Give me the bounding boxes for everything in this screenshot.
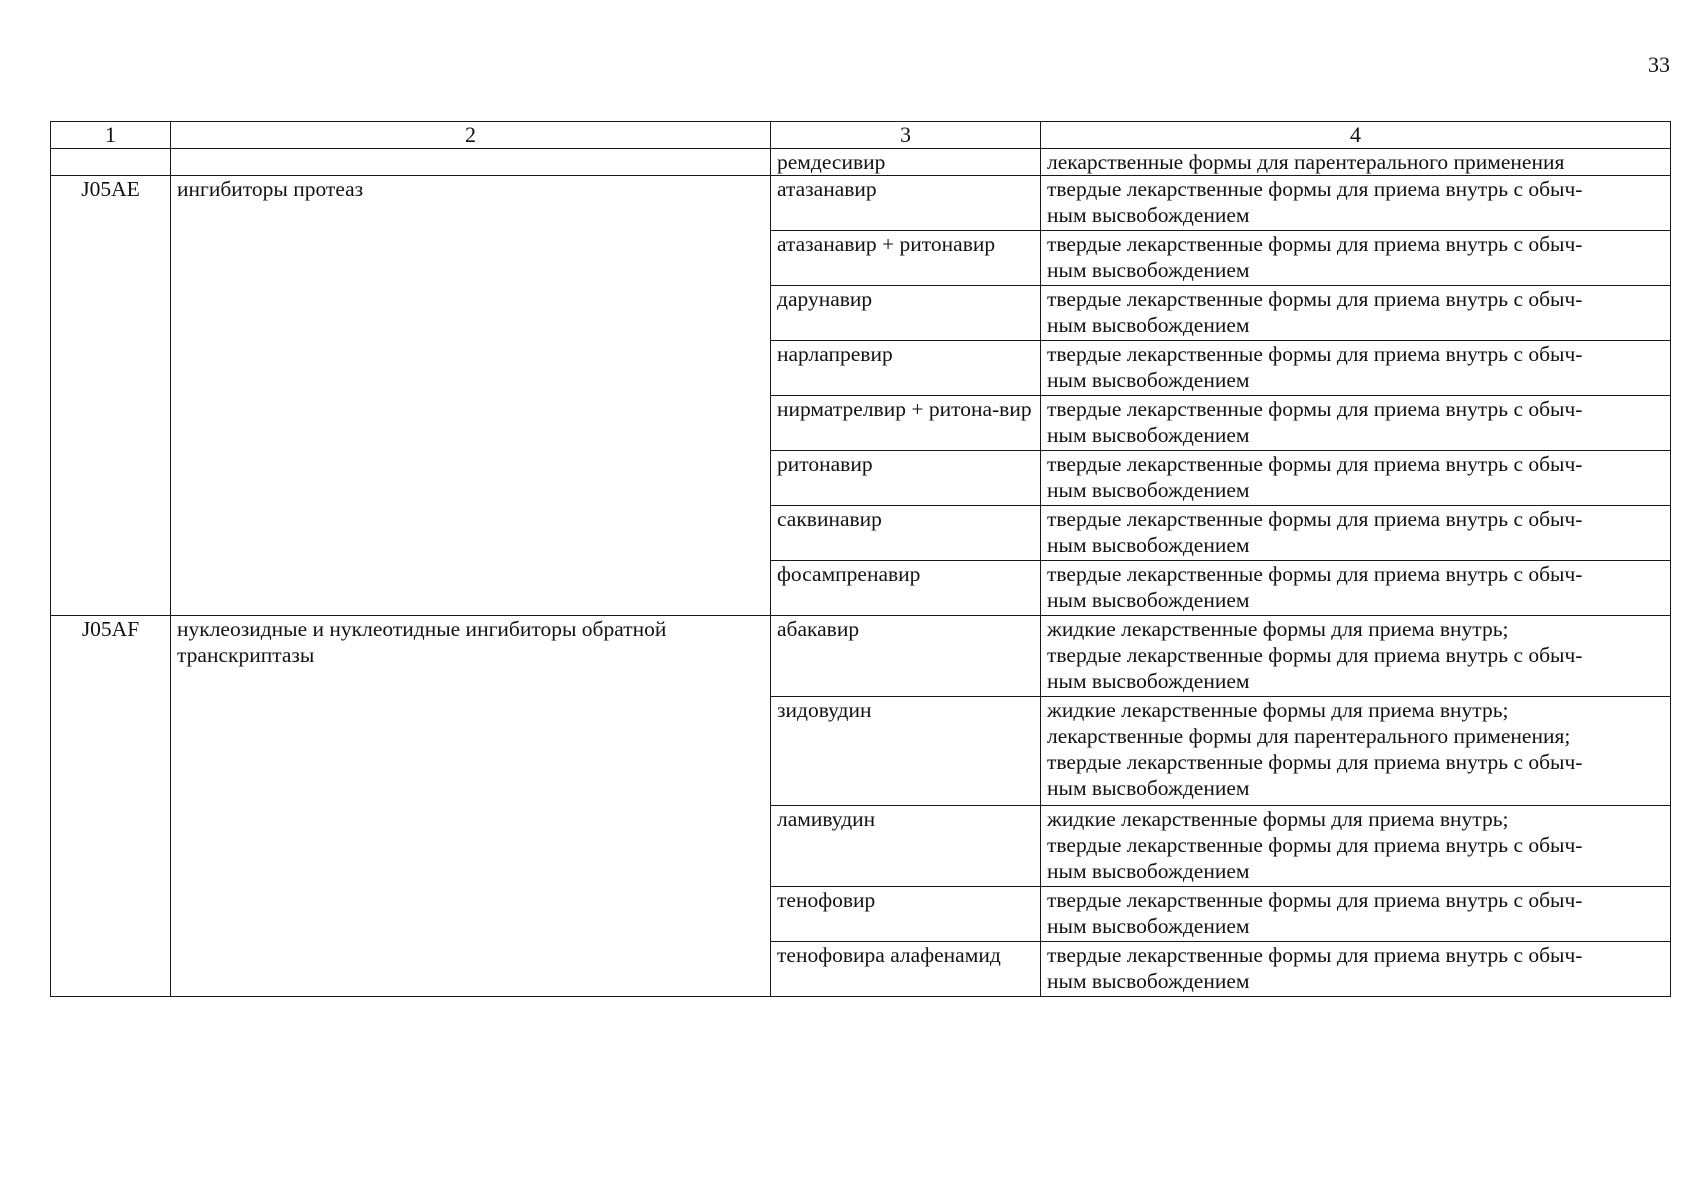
dosage-form-line: жидкие лекарственные формы для приема внутрь; xyxy=(1047,698,1509,722)
dosage-form-line: ным высвобождением xyxy=(1047,969,1250,993)
dosage-form-line: ным высвобождением xyxy=(1047,313,1250,337)
dosage-form-line: ным высвобождением xyxy=(1047,203,1250,227)
table-header-row xyxy=(51,122,1671,149)
drug-name-cell: зидовудин xyxy=(771,697,1041,806)
dosage-form-line: ным высвобождением xyxy=(1047,914,1250,938)
dosage-form-line: твердые лекарственные формы для приема внутрь с обыч- xyxy=(1047,562,1583,586)
dosage-forms-cell xyxy=(1041,942,1671,997)
dosage-forms-cell xyxy=(1041,231,1671,286)
group-title-cell: нуклеозидные и нуклеотидные ингибиторы обратной транскриптазы xyxy=(171,616,771,997)
dosage-form-line: лекарственные формы для парентерального применения; xyxy=(1047,724,1571,748)
dosage-forms-cell xyxy=(1041,176,1671,231)
dosage-forms-cell xyxy=(1041,616,1671,697)
dosage-form-line: ным высвобождением xyxy=(1047,533,1250,557)
column-header-4: 4 xyxy=(1041,122,1671,149)
dosage-forms-cell xyxy=(1041,697,1671,806)
dosage-form-line: твердые лекарственные формы для приема внутрь с обыч- xyxy=(1047,833,1583,857)
dosage-forms-cell xyxy=(1041,396,1671,451)
dosage-form-line: твердые лекарственные формы для приема внутрь с обыч- xyxy=(1047,177,1583,201)
drug-name-cell: ремдесивир xyxy=(771,149,1041,176)
dosage-form-line: лекарственные формы для парентерального применения xyxy=(1047,150,1565,174)
drug-name-cell: ритонавир xyxy=(771,451,1041,506)
drug-name-cell: саквинавир xyxy=(771,506,1041,561)
drug-name-cell: тенофовира алафенамид xyxy=(771,942,1041,997)
drug-name-cell: нирматрелвир + ритона-вир xyxy=(771,396,1041,451)
drug-name-cell: фосампренавир xyxy=(771,561,1041,616)
column-header-2: 2 xyxy=(171,122,771,149)
drug-name-cell: атазанавир + ритонавир xyxy=(771,231,1041,286)
dosage-forms-cell xyxy=(1041,149,1671,176)
dosage-form-line: ным высвобождением xyxy=(1047,669,1250,693)
dosage-form-line: твердые лекарственные формы для приема внутрь с обыч- xyxy=(1047,643,1583,667)
dosage-forms-cell xyxy=(1041,887,1671,942)
dosage-form-line: твердые лекарственные формы для приема внутрь с обыч- xyxy=(1047,888,1583,912)
group-title-cell: ингибиторы протеаз xyxy=(171,176,771,616)
drug-table xyxy=(50,121,1671,997)
dosage-form-line: твердые лекарственные формы для приема внутрь с обыч- xyxy=(1047,452,1583,476)
dosage-form-line: твердые лекарственные формы для приема внутрь с обыч- xyxy=(1047,287,1583,311)
atc-code-cell: J05AE xyxy=(51,176,171,616)
dosage-form-line: ным высвобождением xyxy=(1047,423,1250,447)
dosage-form-line: жидкие лекарственные формы для приема внутрь; xyxy=(1047,617,1509,641)
dosage-form-line: твердые лекарственные формы для приема внутрь с обыч- xyxy=(1047,397,1583,421)
column-header-3: 3 xyxy=(771,122,1041,149)
dosage-forms-cell xyxy=(1041,286,1671,341)
dosage-forms-cell xyxy=(1041,506,1671,561)
dosage-form-line: жидкие лекарственные формы для приема внутрь; xyxy=(1047,807,1509,831)
atc-code-cell: J05AF xyxy=(51,616,171,997)
dosage-forms-cell xyxy=(1041,806,1671,887)
dosage-form-line: ным высвобождением xyxy=(1047,368,1250,392)
table-row xyxy=(51,176,1671,231)
drug-name-cell: нарлапревир xyxy=(771,341,1041,396)
dosage-form-line: твердые лекарственные формы для приема внутрь с обыч- xyxy=(1047,750,1583,774)
table-row xyxy=(51,149,1671,176)
dosage-form-line: ным высвобождением xyxy=(1047,588,1250,612)
dosage-forms-cell xyxy=(1041,451,1671,506)
drug-name-cell: абакавир xyxy=(771,616,1041,697)
drug-name-cell: ламивудин xyxy=(771,806,1041,887)
dosage-form-line: ным высвобождением xyxy=(1047,859,1250,883)
group-title-cell xyxy=(171,149,771,176)
dosage-forms-cell xyxy=(1041,341,1671,396)
dosage-form-line: ным высвобождением xyxy=(1047,776,1250,800)
dosage-form-line: твердые лекарственные формы для приема внутрь с обыч- xyxy=(1047,232,1583,256)
dosage-form-line: ным высвобождением xyxy=(1047,478,1250,502)
drug-name-cell: тенофовир xyxy=(771,887,1041,942)
dosage-form-line: твердые лекарственные формы для приема внутрь с обыч- xyxy=(1047,342,1583,366)
column-header-1: 1 xyxy=(51,122,171,149)
dosage-forms-cell xyxy=(1041,561,1671,616)
dosage-form-line: ным высвобождением xyxy=(1047,258,1250,282)
dosage-form-line: твердые лекарственные формы для приема внутрь с обыч- xyxy=(1047,507,1583,531)
page-number: 33 xyxy=(1648,52,1670,77)
atc-code-cell xyxy=(51,149,171,176)
table-row xyxy=(51,616,1671,697)
drug-name-cell: дарунавир xyxy=(771,286,1041,341)
drug-name-cell: атазанавир xyxy=(771,176,1041,231)
dosage-form-line: твердые лекарственные формы для приема внутрь с обыч- xyxy=(1047,943,1583,967)
